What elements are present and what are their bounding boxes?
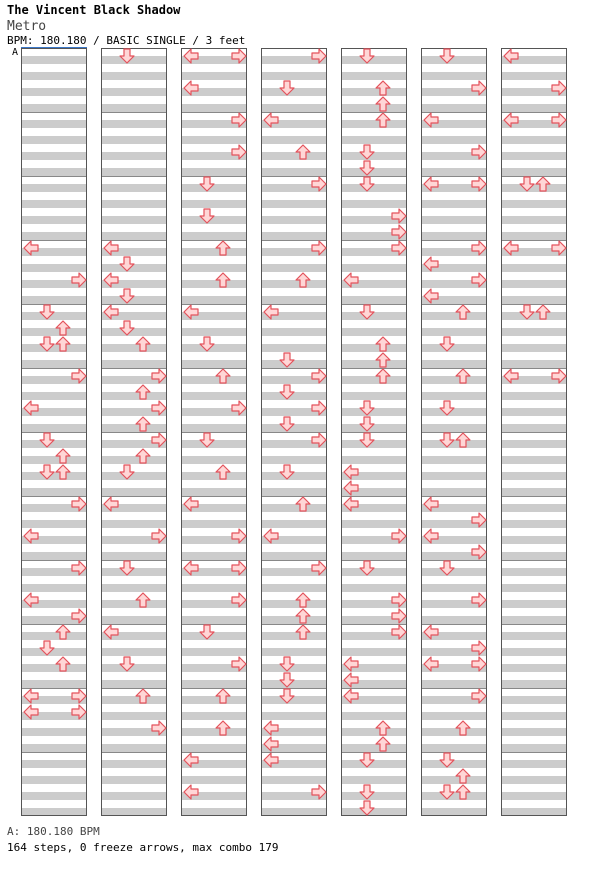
beat-stripe	[181, 344, 247, 352]
beat-stripe	[341, 792, 407, 800]
beat-stripe	[421, 168, 487, 176]
beat-stripe	[21, 72, 87, 80]
beat-stripe	[261, 600, 327, 608]
beat-stripe	[21, 648, 87, 656]
beat-stripe	[341, 328, 407, 336]
chart-column	[261, 49, 327, 817]
beat-stripe	[501, 600, 567, 608]
beat-stripe	[261, 136, 327, 144]
song-title: The Vincent Black Shadow	[7, 3, 181, 17]
beat-stripe	[421, 344, 487, 352]
beat-stripe	[341, 376, 407, 384]
beat-stripe	[501, 280, 567, 288]
beat-stripe	[261, 520, 327, 528]
beat-stripe	[21, 744, 87, 752]
beat-stripe	[501, 152, 567, 160]
beat-stripe	[421, 792, 487, 800]
beat-stripe	[421, 216, 487, 224]
beat-stripe	[501, 232, 567, 240]
beat-stripe	[101, 216, 167, 224]
beat-stripe	[181, 200, 247, 208]
beat-stripe	[181, 248, 247, 256]
beat-stripe	[21, 680, 87, 688]
beat-stripe	[21, 88, 87, 96]
beat-stripe	[21, 424, 87, 432]
beat-stripe	[421, 728, 487, 736]
beat-stripe	[501, 168, 567, 176]
beat-stripe	[501, 504, 567, 512]
beat-stripe	[21, 808, 87, 816]
beat-stripe	[421, 56, 487, 64]
beat-stripe	[421, 72, 487, 80]
beat-stripe	[501, 776, 567, 784]
beat-stripe	[101, 392, 167, 400]
beat-stripe	[341, 568, 407, 576]
beat-stripe	[501, 488, 567, 496]
beat-stripe	[101, 696, 167, 704]
beat-stripe	[341, 728, 407, 736]
beat-stripe	[21, 232, 87, 240]
beat-stripe	[421, 744, 487, 752]
beat-stripe	[421, 376, 487, 384]
beat-stripe	[101, 776, 167, 784]
beat-stripe	[501, 264, 567, 272]
beat-stripe	[181, 712, 247, 720]
step-stats: 164 steps, 0 freeze arrows, max combo 179	[7, 841, 279, 854]
chart-column	[421, 49, 487, 817]
beat-stripe	[101, 328, 167, 336]
beat-stripe	[261, 616, 327, 624]
beat-stripe	[501, 344, 567, 352]
beat-stripe	[341, 88, 407, 96]
beat-stripe	[501, 760, 567, 768]
beat-stripe	[261, 488, 327, 496]
beat-stripe	[21, 104, 87, 112]
beat-stripe	[181, 520, 247, 528]
beat-stripe	[341, 344, 407, 352]
beat-stripe	[21, 392, 87, 400]
beat-stripe	[341, 104, 407, 112]
beat-stripe	[101, 616, 167, 624]
beat-stripe	[261, 808, 327, 816]
beat-stripe	[421, 680, 487, 688]
beat-stripe	[341, 264, 407, 272]
beat-stripe	[181, 440, 247, 448]
beat-stripe	[181, 376, 247, 384]
beat-stripe	[261, 424, 327, 432]
beat-stripe	[341, 760, 407, 768]
beat-stripe	[341, 312, 407, 320]
beat-stripe	[101, 56, 167, 64]
beat-stripe	[181, 616, 247, 624]
beat-stripe	[421, 760, 487, 768]
beat-stripe	[181, 424, 247, 432]
beat-stripe	[101, 104, 167, 112]
beat-stripe	[341, 136, 407, 144]
beat-stripe	[21, 360, 87, 368]
beat-stripe	[421, 472, 487, 480]
beat-stripe	[261, 456, 327, 464]
beat-stripe	[261, 552, 327, 560]
beat-stripe	[21, 632, 87, 640]
beat-stripe	[181, 632, 247, 640]
beat-stripe	[101, 72, 167, 80]
beat-stripe	[341, 296, 407, 304]
beat-stripe	[501, 744, 567, 752]
beat-stripe	[101, 472, 167, 480]
beat-stripe	[21, 488, 87, 496]
beat-stripe	[21, 552, 87, 560]
beat-stripe	[261, 648, 327, 656]
beat-stripe	[421, 392, 487, 400]
beat-stripe	[21, 264, 87, 272]
beat-stripe	[341, 584, 407, 592]
beat-stripe	[501, 328, 567, 336]
beat-stripe	[501, 696, 567, 704]
beat-stripe	[501, 408, 567, 416]
beat-stripe	[101, 424, 167, 432]
beat-stripe	[341, 744, 407, 752]
beat-stripe	[421, 776, 487, 784]
beat-stripe	[101, 600, 167, 608]
beat-stripe	[341, 392, 407, 400]
beat-stripe	[261, 104, 327, 112]
beat-stripe	[261, 664, 327, 672]
beat-stripe	[501, 392, 567, 400]
beat-stripe	[421, 584, 487, 592]
beat-stripe	[101, 200, 167, 208]
beat-stripe	[21, 216, 87, 224]
beat-stripe	[101, 792, 167, 800]
beat-stripe	[21, 168, 87, 176]
beat-stripe	[261, 360, 327, 368]
beat-stripe	[261, 72, 327, 80]
beat-stripe	[421, 440, 487, 448]
beat-stripe	[181, 728, 247, 736]
beat-stripe	[421, 360, 487, 368]
beat-stripe	[341, 152, 407, 160]
beat-stripe	[21, 760, 87, 768]
beat-stripe	[501, 728, 567, 736]
beat-stripe	[261, 584, 327, 592]
beat-stripe	[261, 328, 327, 336]
beat-stripe	[501, 360, 567, 368]
beat-stripe	[341, 552, 407, 560]
beat-stripe	[341, 56, 407, 64]
beat-stripe	[21, 344, 87, 352]
beat-stripe	[181, 360, 247, 368]
beat-stripe	[181, 456, 247, 464]
beat-stripe	[21, 152, 87, 160]
beat-stripe	[261, 264, 327, 272]
beat-stripe	[21, 776, 87, 784]
beat-stripe	[261, 232, 327, 240]
section-label: A	[12, 47, 19, 58]
beat-stripe	[341, 424, 407, 432]
beat-stripe	[181, 232, 247, 240]
beat-stripe	[501, 792, 567, 800]
beat-stripe	[181, 488, 247, 496]
beat-stripe	[101, 664, 167, 672]
beat-stripe	[341, 440, 407, 448]
beat-stripe	[101, 184, 167, 192]
beat-stripe	[501, 456, 567, 464]
beat-stripe	[341, 408, 407, 416]
beat-stripe	[181, 584, 247, 592]
beat-stripe	[421, 232, 487, 240]
beat-stripe	[181, 552, 247, 560]
chart-column	[501, 49, 567, 817]
beat-stripe	[181, 744, 247, 752]
beat-stripe	[501, 136, 567, 144]
beat-stripe	[501, 520, 567, 528]
beat-stripe	[501, 200, 567, 208]
beat-stripe	[101, 152, 167, 160]
beat-stripe	[181, 168, 247, 176]
beat-stripe	[341, 120, 407, 128]
beat-stripe	[501, 72, 567, 80]
beat-stripe	[181, 776, 247, 784]
beat-stripe	[21, 200, 87, 208]
beat-stripe	[501, 552, 567, 560]
beat-stripe	[181, 264, 247, 272]
beat-stripe	[261, 168, 327, 176]
beat-stripe	[341, 648, 407, 656]
beat-stripe	[101, 568, 167, 576]
beat-stripe	[501, 104, 567, 112]
beat-stripe	[261, 200, 327, 208]
beat-stripe	[101, 136, 167, 144]
beat-stripe	[501, 808, 567, 816]
beat-stripe	[101, 168, 167, 176]
beat-stripe	[21, 584, 87, 592]
beat-stripe	[101, 712, 167, 720]
beat-stripe	[421, 424, 487, 432]
beat-stripe	[341, 184, 407, 192]
section-cursor	[21, 47, 87, 48]
beat-stripe	[501, 680, 567, 688]
bpm-summary: A: 180.180 BPM	[7, 825, 100, 838]
beat-stripe	[181, 296, 247, 304]
beat-stripe	[261, 344, 327, 352]
beat-stripe	[101, 488, 167, 496]
beat-stripe	[101, 680, 167, 688]
chart-column	[181, 49, 247, 817]
beat-stripe	[501, 536, 567, 544]
beat-stripe	[261, 680, 327, 688]
beat-stripe	[21, 456, 87, 464]
beat-stripe	[501, 216, 567, 224]
beat-stripe	[181, 696, 247, 704]
beat-stripe	[501, 424, 567, 432]
beat-stripe	[181, 328, 247, 336]
beat-stripe	[21, 328, 87, 336]
beat-stripe	[101, 296, 167, 304]
beat-stripe	[421, 616, 487, 624]
beat-stripe	[341, 808, 407, 816]
beat-stripe	[261, 504, 327, 512]
beat-stripe	[21, 664, 87, 672]
beat-stripe	[501, 632, 567, 640]
beat-stripe	[501, 440, 567, 448]
beat-stripe	[421, 104, 487, 112]
beat-stripe	[501, 472, 567, 480]
beat-stripe	[21, 792, 87, 800]
chart-column	[101, 49, 167, 817]
chart-info: BPM: 180.180 / BASIC SINGLE / 3 feet	[7, 34, 246, 47]
beat-stripe	[501, 184, 567, 192]
beat-stripe	[101, 88, 167, 96]
beat-stripe	[261, 392, 327, 400]
beat-stripe	[181, 392, 247, 400]
beat-stripe	[181, 216, 247, 224]
beat-stripe	[21, 472, 87, 480]
beat-stripe	[181, 104, 247, 112]
beat-stripe	[21, 440, 87, 448]
beat-stripe	[421, 568, 487, 576]
beat-stripe	[261, 776, 327, 784]
beat-stripe	[101, 648, 167, 656]
beat-stripe	[261, 296, 327, 304]
beat-stripe	[181, 680, 247, 688]
beat-stripe	[341, 712, 407, 720]
beat-stripe	[341, 72, 407, 80]
beat-stripe	[421, 808, 487, 816]
beat-stripe	[341, 168, 407, 176]
beat-stripe	[101, 264, 167, 272]
beat-stripe	[421, 136, 487, 144]
beat-stripe	[421, 312, 487, 320]
beat-stripe	[501, 616, 567, 624]
beat-stripe	[181, 184, 247, 192]
beat-stripe	[261, 280, 327, 288]
beat-stripe	[21, 184, 87, 192]
beat-stripe	[101, 584, 167, 592]
beat-stripe	[101, 344, 167, 352]
beat-stripe	[101, 120, 167, 128]
beat-stripe	[501, 312, 567, 320]
beat-stripe	[101, 360, 167, 368]
beat-stripe	[421, 456, 487, 464]
beat-stripe	[101, 808, 167, 816]
beat-stripe	[421, 712, 487, 720]
beat-stripe	[21, 312, 87, 320]
beat-stripe	[181, 472, 247, 480]
beat-stripe	[501, 584, 567, 592]
beat-stripe	[101, 760, 167, 768]
beat-stripe	[501, 648, 567, 656]
beat-stripe	[261, 712, 327, 720]
beat-stripe	[101, 232, 167, 240]
beat-stripe	[181, 72, 247, 80]
beat-stripe	[341, 520, 407, 528]
beat-stripe	[21, 120, 87, 128]
beat-stripe	[261, 696, 327, 704]
beat-stripe	[421, 200, 487, 208]
beat-stripe	[181, 136, 247, 144]
beat-stripe	[21, 728, 87, 736]
beat-stripe	[501, 568, 567, 576]
beat-stripe	[261, 88, 327, 96]
song-artist: Metro	[7, 19, 47, 34]
beat-stripe	[341, 360, 407, 368]
beat-stripe	[341, 776, 407, 784]
beat-stripe	[261, 216, 327, 224]
beat-stripe	[261, 152, 327, 160]
beat-stripe	[101, 520, 167, 528]
beat-stripe	[181, 280, 247, 288]
beat-stripe	[501, 296, 567, 304]
beat-stripe	[261, 632, 327, 640]
beat-stripe	[501, 712, 567, 720]
beat-stripe	[421, 408, 487, 416]
beat-stripe	[181, 648, 247, 656]
beat-stripe	[341, 456, 407, 464]
beat-stripe	[101, 456, 167, 464]
beat-stripe	[101, 744, 167, 752]
beat-stripe	[341, 200, 407, 208]
beat-stripe	[21, 520, 87, 528]
beat-stripe	[181, 808, 247, 816]
beat-stripe	[21, 56, 87, 64]
beat-stripe	[501, 664, 567, 672]
beat-stripe	[21, 136, 87, 144]
beat-stripe	[421, 488, 487, 496]
beat-stripe	[101, 552, 167, 560]
beat-stripe	[21, 296, 87, 304]
beat-stripe	[261, 472, 327, 480]
beat-stripe	[421, 328, 487, 336]
